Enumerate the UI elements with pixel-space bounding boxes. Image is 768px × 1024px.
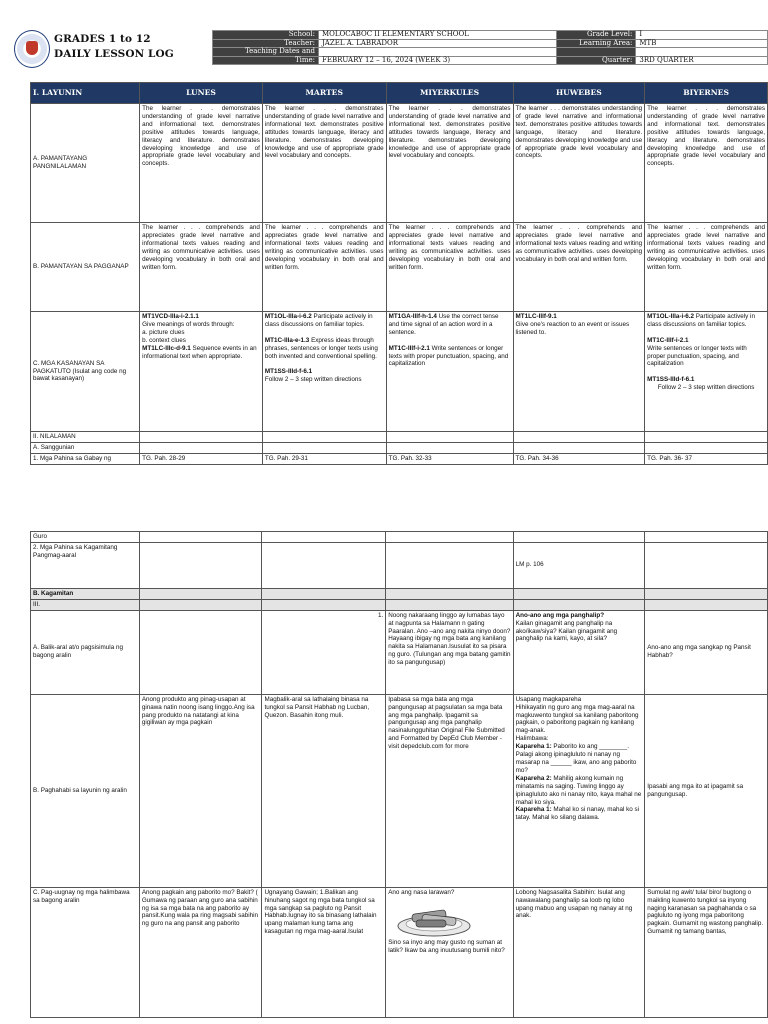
- teacher-label: Teacher:: [213, 39, 319, 48]
- cell-a-martes: The learner . . . demonstrates understanding of grade level narrative and informational text. demonstrates positive attitudes towards language, literacy and literature. demonstrates developing knowledge and use of appropriate grade level vocabulary and concepts.: [262, 104, 386, 223]
- page-header: [14, 30, 768, 72]
- cell-b-lunes: The learner . . . comprehends and appreciates grade level narrative and informational texts values reading and writing as communicative activities. uses developing vocabulary in both oral and written form.: [140, 223, 263, 312]
- cell-paghahabi-lunes: Anong produkto ang pinag-usapan at ginawa natin noong isang linggo.Ang isa pang produkto na natatangi at kina gigiliwan ay mga pagkain: [139, 694, 262, 887]
- cell-c-lunes: [140, 312, 263, 432]
- body-text: Palagi akong ipinagluluto ni nanay ng masarap na ______ ikaw, ano ang paborito mo?: [515, 751, 637, 774]
- competency-text: Participate actively in class discussions on familiar topics.: [647, 313, 755, 328]
- cell-balik-miyerkules: Noong nakaraang linggo ay lumabas tayo at nagpunta sa Halamann n gating Paaralan. Ano –ano ang nakita ninyo doon? Hayaang ibigay ng mga bata ang kanilang nakita sa Halamanan.Isusulat ito sa pisara ng guro. (Tulungan ang mga batang gamitin ito sa pangungusap): [386, 610, 513, 694]
- quarter-value: 3RD QUARTER: [636, 56, 768, 65]
- cell-balik-biyernes: Ano-ano ang mga sangkap ng Pansit Habhab?: [645, 610, 768, 694]
- deped-seal-icon: [14, 30, 50, 68]
- table-row: [31, 104, 768, 223]
- competency-code: MT1LC-IIIf-9.1: [515, 313, 557, 320]
- competency-code: MT1GA-IIIf-h-1.4: [388, 313, 437, 320]
- competency-text: Give meanings of words through:: [142, 320, 235, 328]
- col-layunin: I. LAYUNIN: [31, 83, 140, 104]
- tg-martes: TG. Pah. 29-31: [262, 453, 386, 464]
- speaker-label: Kapareha 1:: [515, 806, 552, 814]
- dates-value: FEBRUARY 12 – 16, 2024 (WEEK 3): [318, 56, 556, 65]
- row-label-pamantayang: A. PAMANTAYANG PANGNILALAMAN: [31, 104, 140, 223]
- competency-text: Write sentences or longer texts with proper punctuation, spacing, and capitalization: [647, 344, 747, 368]
- cell-balik-huwebes: [513, 610, 645, 694]
- cell-c-miyerkules: [386, 312, 513, 432]
- table-row: [31, 223, 768, 312]
- table-row: [31, 694, 768, 887]
- cell-paghahabi-huwebes: [513, 694, 645, 887]
- competency-code: MT1OL-IIIa-i-6.2: [647, 313, 695, 320]
- lm-huwebes: LM p. 106: [513, 542, 645, 588]
- tg-lunes: TG. Pah. 28-29: [140, 453, 263, 464]
- cell-balik-martes: 1.: [262, 610, 386, 694]
- competency-code: MT1C-IIIf-i-2.1: [647, 336, 689, 344]
- cell-paghahabi-miyerkules: Ipabasa sa mga bata ang mga pangungusap at pagsulatan sa mga bata ang mga panghalip. Ipagamit sa pangungusap ang mga panghalip nasinalungguhitan Original File Submitted and Formatted by DepEd Club Member - visit depedclub.com for more: [386, 694, 513, 887]
- competency-text: Follow 2 – 3 step written directions: [657, 384, 755, 392]
- cell-a-miyerkules: The learner . . . demonstrates understanding of grade level narrative and informational text. demonstrates positive attitudes towards language, literacy and literature. demonstrates developing knowledge and use of appropriate grade level vocabulary and concepts.: [386, 104, 513, 223]
- competency-code: MT1VCD-IIIa-i-2.1.1: [142, 313, 199, 320]
- competency-code: MT1SS-IIId-f-6.1: [647, 376, 695, 384]
- table-row: [31, 453, 768, 464]
- row-label-pag-uugnay: C. Pag-uugnay ng mga halimbawa sa bagong aralin: [31, 887, 140, 1017]
- table-row: [31, 442, 768, 453]
- table-header-row: [31, 83, 768, 104]
- body-text: Hihikayatin ng guro ang mga mag-aaral na magkuwento tungkol sa kanilang paboritong pagkain, o paboritong pagkain ng kanilang mag-anak.: [515, 703, 639, 735]
- cell-a-lunes: The learner . . . demonstrates understanding of grade level narrative and informational text. demonstrates positive attitudes towards language, literacy and literature. demonstrates developing knowledge and use of appropriate grade level vocabulary and concepts.: [140, 104, 263, 223]
- body-text: Sino sa inyo ang may gusto ng suman at latik? Ikaw ba ang inuutusang bumili nito?: [388, 938, 505, 954]
- competency-code: MT1C-IIIa-e-1.3: [264, 336, 310, 344]
- kagamitang-label: 2. Mga Pahina sa Kagamitang Pangmag-aaral: [31, 542, 140, 588]
- tg-huwebes: TG. Pah. 34-36: [513, 453, 645, 464]
- grade-label: Grade Level:: [557, 31, 636, 40]
- nilalaman-label: II. NILALAMAN: [31, 432, 140, 443]
- grade-value: I: [636, 31, 768, 40]
- question-text: Ano ang nasa larawan?: [388, 888, 455, 896]
- row-label-paghahabi: B. Paghahabi sa layunin ng aralin: [31, 694, 140, 887]
- table-row: [31, 599, 768, 610]
- table-row: [31, 887, 768, 1017]
- speaker-label: Kapareha 2:: [515, 774, 552, 782]
- competency-text: Use the correct tense and time signal of an action word in a sentence.: [388, 313, 499, 336]
- table-row: [31, 610, 768, 694]
- table-row: [31, 588, 768, 599]
- question-text: Ano-ano ang mga panghalip?: [515, 611, 605, 619]
- cell-paghahabi-martes: Magbalik-aral sa lathalaing binasa na tungkol sa Pansit Habhab ng Lucban, Quezon. Basahin itong muli.: [262, 694, 386, 887]
- competency-text: Write sentences or longer texts with proper punctuation, spacing, and capitalization: [388, 344, 509, 368]
- competency-code: MT1SS-IIId-f-6.1: [264, 368, 313, 376]
- competency-text: a. picture clues: [142, 328, 185, 336]
- lesson-table-2: [30, 531, 768, 1018]
- row-label-balik-aral: A. Balik-aral at/o pagsisimula ng bagong aralin: [31, 610, 140, 694]
- title-line-1: GRADES 1 to 12: [54, 33, 151, 45]
- cell-c-biyernes: [645, 312, 768, 432]
- quarter-label: Quarter:: [557, 56, 636, 65]
- teacher-value: JAZEL A. LABRADOR: [318, 39, 556, 48]
- dates-label-1: Teaching Dates and: [213, 48, 319, 57]
- area-value: MTB: [636, 39, 768, 48]
- competency-code: MT1LC-IIIc-d-9.1: [142, 344, 191, 352]
- table-row: [31, 542, 768, 588]
- guro-label: Guro: [31, 532, 140, 543]
- kagamitan-text: B. Kagamitan: [33, 589, 74, 597]
- cell-uugnay-biyernes: Sumulat ng awit/ tula/ biro/ bugtong o maikling kuwento tungkol sa inyong naging karanasan sa paghahanda o sa pagluluto ng iyong mga paboritong pagkain. Gumamit ng wastong panghalip. Gumamit ng tamang bantas,: [645, 887, 768, 1017]
- cell-c-huwebes: [513, 312, 645, 432]
- col-miyerkules: MIYERKULES: [386, 83, 513, 104]
- kagamitan-label: [31, 588, 140, 599]
- lesson-table-1: [30, 82, 768, 465]
- competency-text: Participate actively in class discussions on familiar topics.: [264, 313, 373, 328]
- body-text: Usapang magkapareha: [515, 695, 582, 703]
- dates-label-2: Time:: [213, 56, 319, 65]
- cell-b-miyerkules: The learner . . . comprehends and appreciates grade level narrative and informational texts values reading and writing as communicative activities. uses developing vocabulary in both oral and written form.: [386, 223, 513, 312]
- title-line-2: DAILY LESSON LOG: [54, 48, 174, 60]
- competency-code: MT1C-IIIf-i-2.1: [388, 344, 430, 352]
- school-label: School:: [213, 31, 319, 40]
- competency-text: Give one's reaction to an event or issues listened to.: [515, 320, 630, 336]
- header-info-table: [212, 30, 768, 65]
- suman-latik-image: [394, 899, 474, 939]
- body-text: Mahal ko si nanay, mahal ko si tatay. Mahal ko silang dalawa.: [515, 806, 640, 822]
- sanggunian-label: A. Sanggunian: [31, 442, 140, 453]
- tg-miyerkules: TG. Pah. 32-33: [386, 453, 513, 464]
- body-text: Kailan ginagamit ang panghalip na ako/ikaw/siya? Kailan ginagamit ang panghalip na kami, kayo, at sila?: [515, 619, 618, 643]
- competency-code: MT1OL-IIIa-i-6.2: [264, 313, 312, 320]
- body-text: Paborito ko ang ________.: [551, 743, 630, 751]
- cell-b-biyernes: The learner . . . comprehends and appreciates grade level narrative and informational texts values reading and writing as communicative activities. uses developing vocabulary in both oral and written form.: [645, 223, 768, 312]
- competency-text: Follow 2 – 3 step written directions: [264, 376, 362, 384]
- col-martes: MARTES: [262, 83, 386, 104]
- row-label-kasanayan: C. MGA KASANAYAN SA PAGKATUTO (Isulat ang code ng bawat kasanayan): [31, 312, 140, 432]
- area-label: Learning Area:: [557, 39, 636, 48]
- cell-uugnay-miyerkules: [386, 887, 513, 1017]
- col-biyernes: BIYERNES: [645, 83, 768, 104]
- section-iii-label: III.: [31, 599, 140, 610]
- cell-uugnay-martes: Ugnayang Gawain; 1.Balikan ang hinuhang sagot ng mga bata tungkol sa mga sangkap sa pagluto ng Pansit Habhab.Iugnay ito sa binasang lathalain upang malaman kung tama ang kasagutan ng mga mag-aaral.Isulat: [262, 887, 386, 1017]
- body-text: Mahilig akong kumain ng minatamis na saging. Tuwing linggo ay ipinagluluto ako ni nanay nito, kaya mahal ne mahal ko siya.: [515, 774, 642, 806]
- cell-a-huwebes: The learner . . . demonstrates understanding of grade level narrative and informational text. demonstrates positive attitudes towards language, literacy and literature. demonstrates developing knowledge and use of appropriate grade level vocabulary and concepts.: [513, 104, 645, 223]
- row-label-pagganap: B. PAMANTAYAN SA PAGGANAP: [31, 223, 140, 312]
- cell-b-martes: The learner . . . comprehends and appreciates grade level narrative and informational texts values reading and writing as communicative activities. uses developing vocabulary in both oral and written form.: [262, 223, 386, 312]
- cell-b-huwebes: The learner . . . comprehends and appreciates grade level narrative and informational texts values reading and writing as communicative activities. uses developing vocabulary in both oral and written form.: [513, 223, 645, 312]
- body-text: Halimbawa:: [515, 735, 549, 743]
- cell-paghahabi-biyernes: Ipasabi ang mga ito at ipagamit sa pangungusap.: [645, 694, 768, 887]
- cell-a-biyernes: The learner . . . demonstrates understanding of grade level narrative and informational text. demonstrates positive attitudes towards language, literacy and literature. demonstrates developing knowledge and use of appropriate grade level vocabulary and concepts.: [645, 104, 768, 223]
- cell-c-martes: [262, 312, 386, 432]
- speaker-label: Kapareha 1:: [515, 743, 552, 751]
- table-row: [31, 312, 768, 432]
- competency-text: Sequence events in an informational text when appropriate.: [142, 344, 257, 360]
- col-lunes: LUNES: [140, 83, 263, 104]
- competency-text: Express ideas through phrases, sentences or longer texts using both invented and conventional spelling.: [264, 336, 378, 360]
- cell-uugnay-lunes: Anong pagkain ang paborito mo? Bakit? ( Gumawa ng paraan ang guro ana sabihin ng isa sa mga bata na ang paborito ay pansit.Kung wala pa ring magsabi sabihin ng guro na ang pansit ang paborito: [139, 887, 262, 1017]
- gabay-label: 1. Mga Pahina sa Gabay ng: [31, 453, 140, 464]
- competency-text: b. context clues: [142, 336, 186, 344]
- tg-biyernes: TG. Pah. 36- 37: [645, 453, 768, 464]
- table-row: [31, 532, 768, 543]
- cell-uugnay-huwebes: Lobong Nagsasalita Sabihin: Isulat ang nawawalang panghalip sa loob ng lobo upang mabuo ang usapan ng nanay at ng anak.: [513, 887, 645, 1017]
- table-row: [31, 432, 768, 443]
- school-value: MOLOCABOC II ELEMENTARY SCHOOL: [318, 31, 556, 40]
- col-huwebes: HUWEBES: [513, 83, 645, 104]
- document-title: [54, 32, 174, 62]
